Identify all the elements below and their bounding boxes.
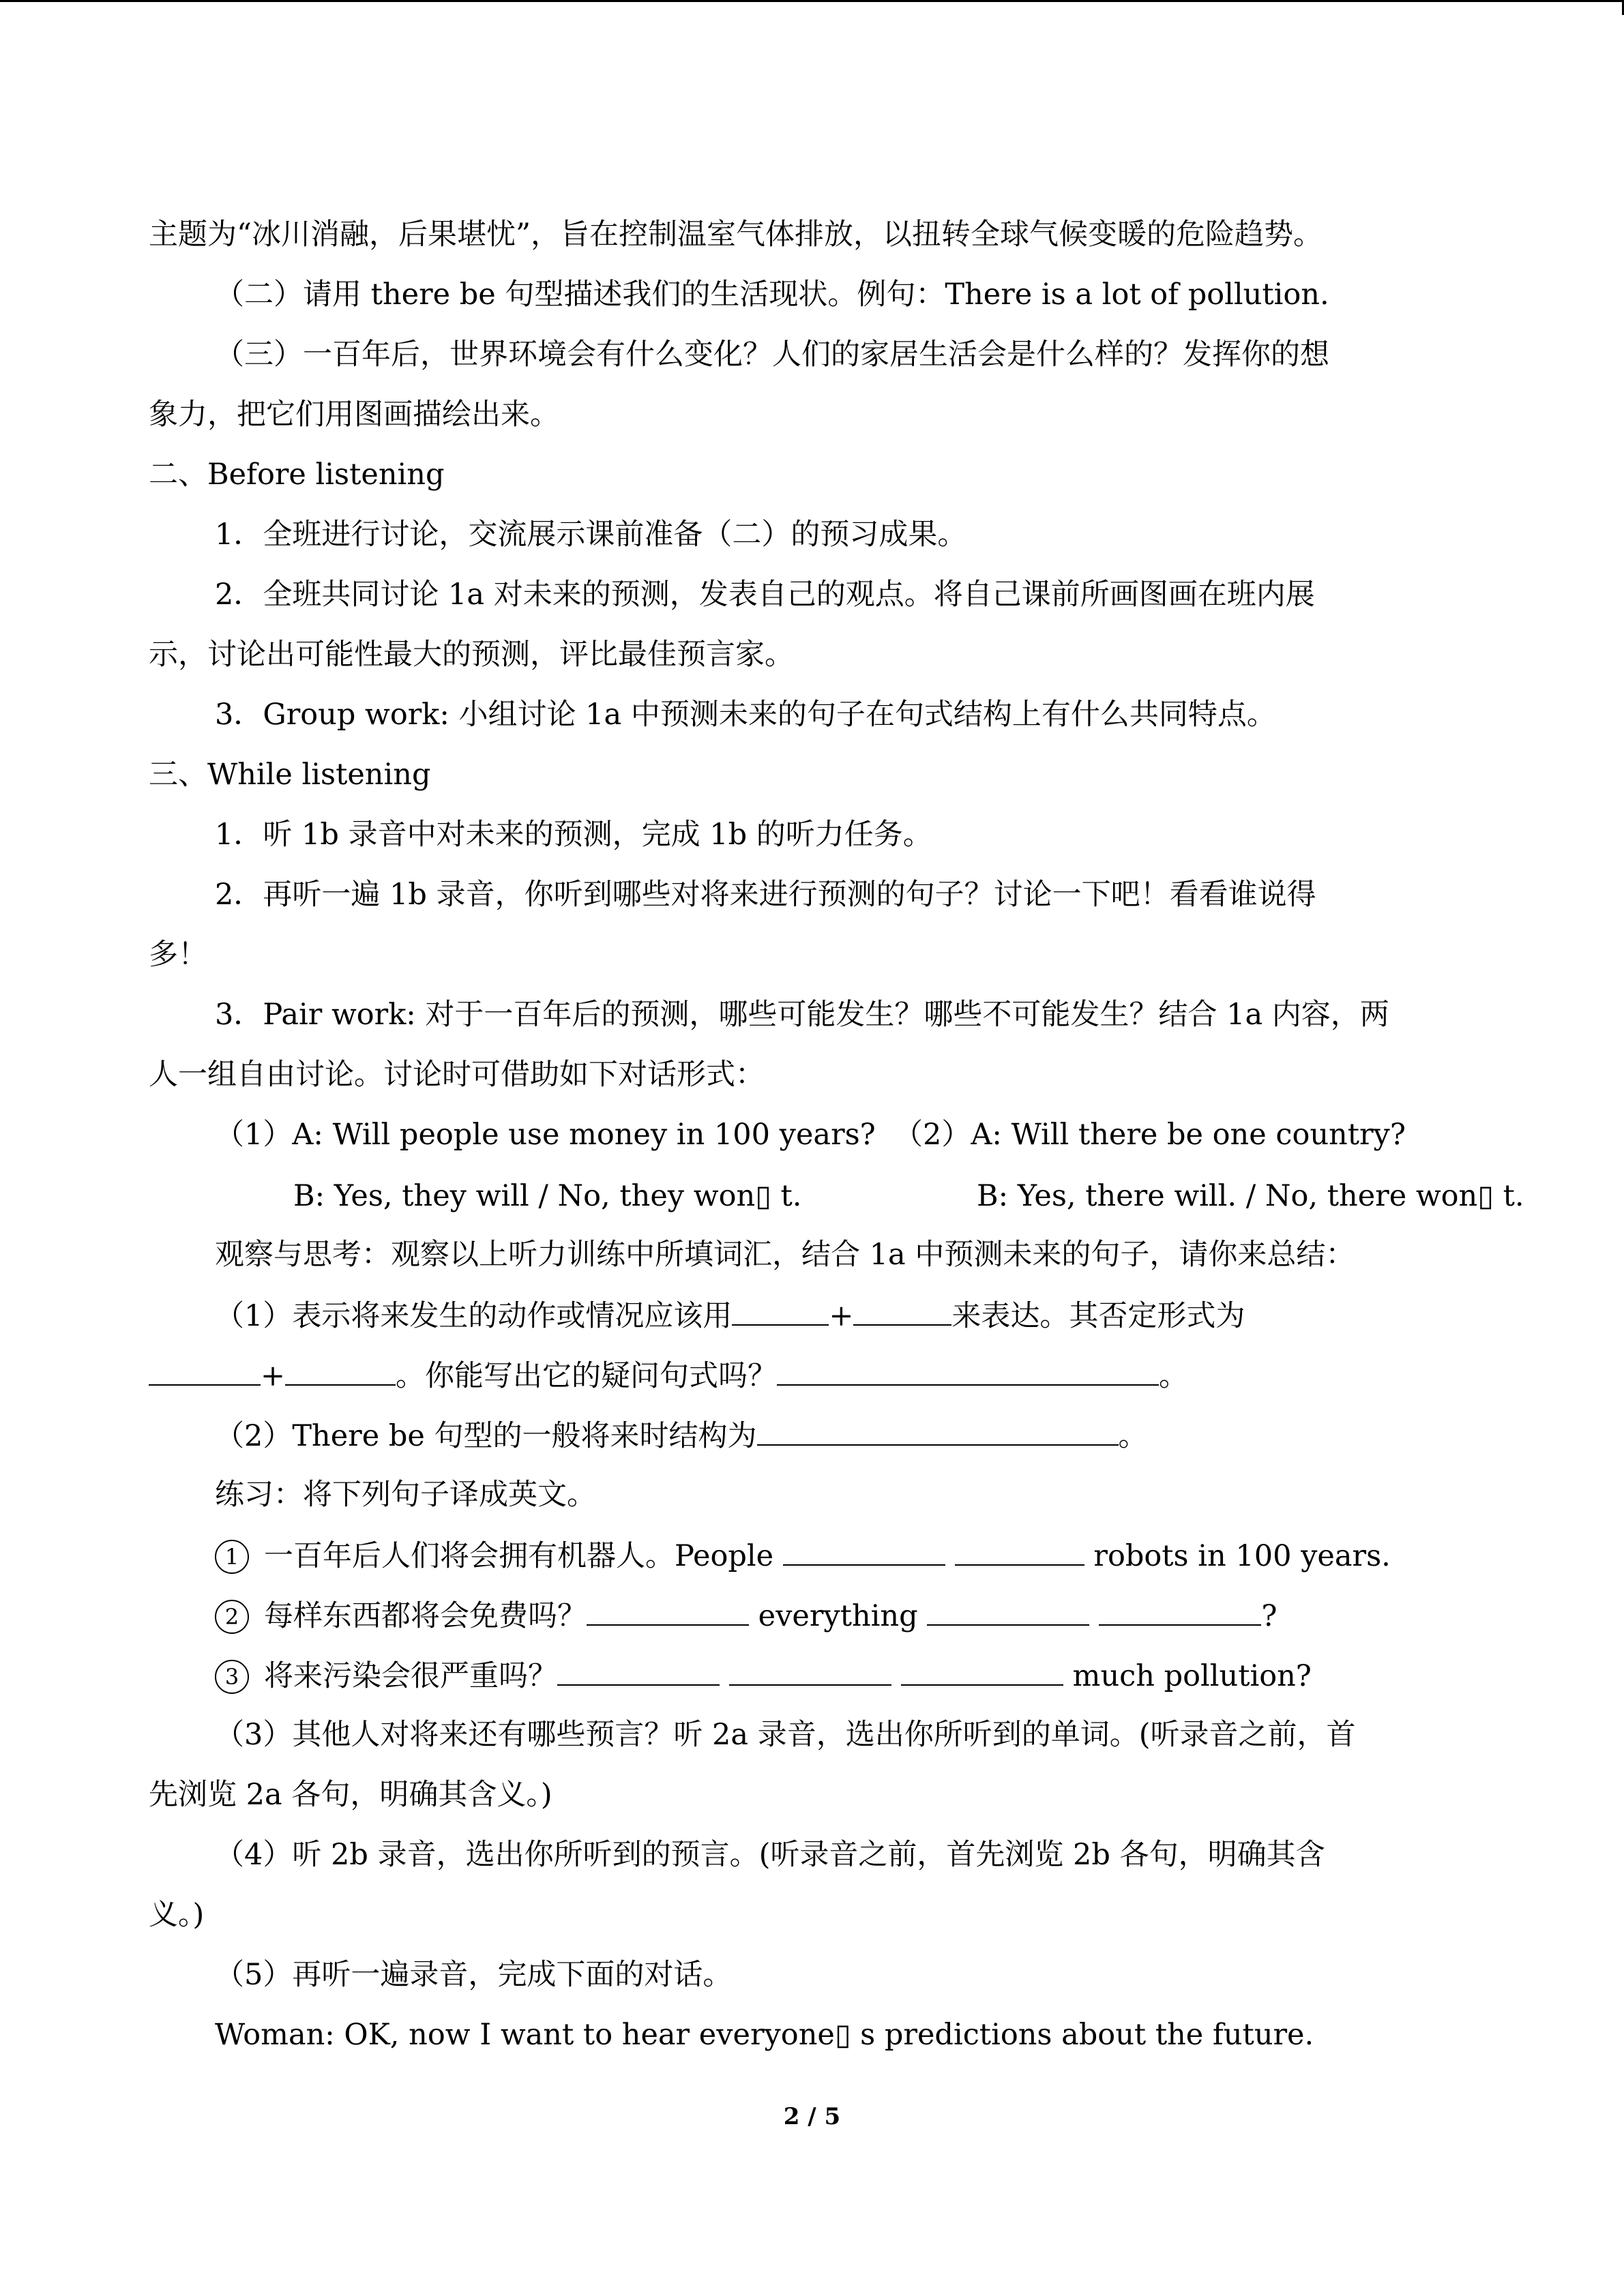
item-number-badge: 3 [215,1660,249,1694]
fill-in-text: 来表达。其否定形式为 [951,1299,1245,1333]
exercise-item-2 [215,1594,1277,1635]
answer-blank[interactable] [729,1654,891,1686]
fill-in-text: （1）表示将来发生的动作或情况应该用 [215,1299,733,1333]
answer-blank[interactable] [757,1414,1119,1446]
fill-in-text: 。 [1159,1359,1189,1393]
exercise-text: much pollution? [1063,1659,1312,1693]
plus-sign: + [829,1299,854,1333]
dialogue-1-question: （1）A: Will people use money in 100 years? [215,1118,876,1152]
plus-sign: + [261,1359,286,1393]
exercise-text: 将来污染会很严重吗？ [264,1659,557,1693]
text-line: 3．Pair work: 对于一百年后的预测，哪些可能发生？哪些不可能发生？结合 1a 内容，两 [215,998,1389,1032]
fill-in-line [215,1294,1245,1335]
text-line: （二）请用 there be 句型描述我们的生活现状。例句：There is a lot of pollution. [215,278,1329,312]
answer-blank[interactable] [285,1354,396,1386]
text-line: 2．再听一遍 1b 录音，你听到哪些对将来进行预测的句子？讨论一下吧！看看谁说得 [215,878,1316,912]
answer-blank[interactable] [149,1354,261,1386]
page-number: 2 / 5 [783,2103,841,2130]
exercise-text: 一百年后人们将会拥有机器人。People [264,1539,783,1573]
text-line: （4）听 2b 录音，选出你所听到的预言。(听录音之前，首先浏览 2b 各句，明确其含 [215,1838,1325,1872]
exercise-text: 每样东西都将会免费吗？ [264,1599,587,1633]
dialogue-2-question: （2）A: Will there be one country? [894,1118,1406,1152]
answer-blank[interactable] [927,1594,1089,1626]
exercise-item-3 [215,1654,1312,1695]
answer-blank[interactable] [777,1354,1159,1386]
text-line: 示，讨论出可能性最大的预测，评比最佳预言家。 [149,638,794,672]
item-number-badge: 2 [215,1600,249,1634]
section-heading-before-listening: 二、Before listening [149,458,445,492]
fill-in-line [149,1354,1188,1395]
exercise-heading: 练习：将下列句子译成英文。 [215,1478,596,1512]
text-line: 1．全班进行讨论，交流展示课前准备（二）的预习成果。 [215,518,967,552]
exercise-item-1 [215,1534,1391,1575]
text-line: 义。) [149,1898,205,1932]
answer-blank[interactable] [783,1534,945,1566]
dialogue-2-answer: B: Yes, there will. / No, there won▯ t. [977,1179,1524,1213]
answer-blank[interactable] [901,1654,1063,1686]
fill-in-text: 。你能写出它的疑问句式吗？ [396,1359,778,1393]
answer-blank[interactable] [1099,1594,1261,1626]
dialogue-line: Woman: OK, now I want to hear everyone▯ s predictions about the future. [215,2018,1314,2052]
fill-in-text: 。 [1118,1419,1148,1453]
text-line: 2．全班共同讨论 1a 对未来的预测，发表自己的观点。将自己课前所画图画在班内展 [215,578,1315,612]
text-line: 观察与思考：观察以上听力训练中所填词汇，结合 1a 中预测未来的句子，请你来总结： [215,1238,1355,1272]
fill-in-text: （2）There be 句型的一般将来时结构为 [215,1419,757,1453]
text-line: （5）再听一遍录音，完成下面的对话。 [215,1958,733,1992]
answer-blank[interactable] [853,1294,951,1326]
text-line: 象力，把它们用图画描绘出来。 [149,398,559,432]
text-line: （3）其他人对将来还有哪些预言？听 2a 录音，选出你所听到的单词。(听录音之前，首 [215,1718,1356,1752]
exercise-text: ? [1261,1599,1278,1633]
item-number-badge: 1 [215,1540,249,1574]
answer-blank[interactable] [955,1534,1084,1566]
text-line: 多！ [149,938,207,972]
text-line: 3．Group work: 小组讨论 1a 中预测未来的句子在句式结构上有什么共同特点。 [215,698,1276,732]
section-heading-while-listening: 三、While listening [149,758,431,792]
exercise-text: robots in 100 years. [1084,1539,1391,1573]
answer-blank[interactable] [557,1654,720,1686]
top-border-line [0,0,1624,2]
answer-blank[interactable] [587,1594,749,1626]
text-line: 先浏览 2a 各句，明确其含义。) [149,1778,552,1812]
text-line: 主题为“冰川消融，后果堪忧”，旨在控制温室气体排放，以扭转全球气候变暖的危险趋势。 [149,218,1323,252]
text-line: 人一组自由讨论。讨论时可借助如下对话形式： [149,1058,765,1092]
answer-blank[interactable] [732,1294,829,1326]
exercise-text: everything [749,1599,928,1633]
dialogue-1-answer: B: Yes, they will / No, they won▯ t. [293,1179,802,1213]
fill-in-line [215,1414,1148,1455]
text-line: （三）一百年后，世界环境会有什么变化？人们的家居生活会是什么样的？发挥你的想 [215,338,1329,372]
text-line: 1．听 1b 录音中对未来的预测，完成 1b 的听力任务。 [215,818,932,852]
